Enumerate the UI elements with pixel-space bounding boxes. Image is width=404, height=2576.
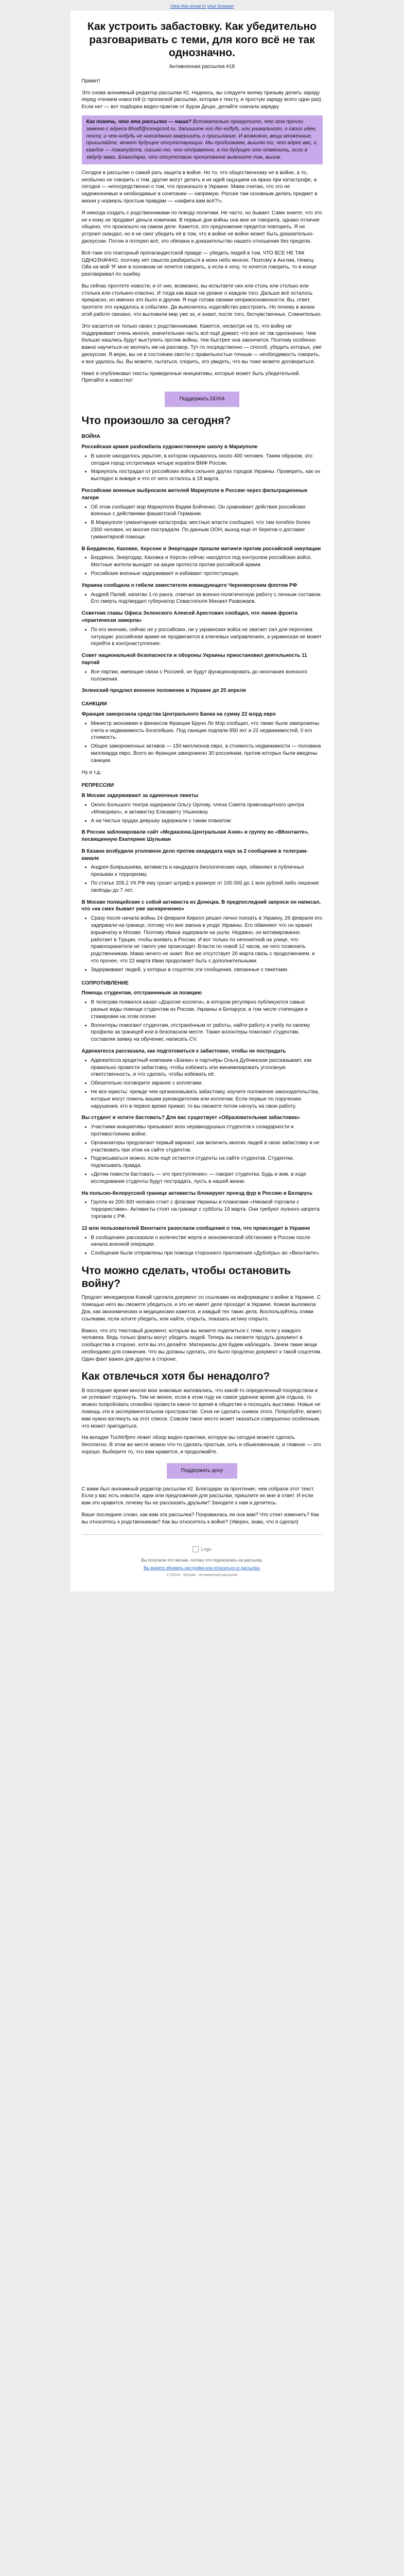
story-bullets (82, 1057, 323, 1110)
story-headline: В Москве полицейские с собой активиста из Донецка. В предпоследний запроси он написал, что «на смех бывает уже засекреченно» (81, 899, 321, 912)
story-bullets (82, 453, 323, 483)
story-bullets (82, 504, 323, 541)
story-bullet: • По статье 205.2 УК РФ ему грозит штраф в размере от 100 000 до 1 млн рублей либо лишение свободы до 7 лет. (91, 880, 323, 894)
footer-divider (82, 1534, 323, 1535)
story-bullets (82, 554, 323, 577)
story-bullets (82, 864, 323, 894)
story-bullets (82, 802, 323, 824)
story-bullet: • Общее замороженных активов — 150 миллионов евро, а стоимость недвижимости — половина миллиарда евро. Всего во Франции заморожено 30 россиянам, против которых были введены санкции. (91, 743, 323, 764)
story-item (82, 990, 323, 1043)
donate-button[interactable]: Поддержать DOXA (165, 392, 239, 407)
view-in-browser-link[interactable]: View this email in your browser (170, 4, 234, 9)
story-bullet: • Андрей Палий, капитан 1-го ранга, отвечал за военно-политическую работу с личным составом. Его смерть подтвердил губернатор Севастополя Михаил Развожаев. (91, 591, 323, 606)
story-bullets (82, 1234, 323, 1257)
story-bullet: • Бердянск, Энергодар, Каховка и Херсон сейчас находятся под контролем российских войск. Местные жители выходят на акции протеста против российской армии. (91, 554, 323, 569)
story-item (82, 610, 323, 648)
logo-image-icon (192, 1546, 199, 1552)
body-paragraph: Сегодня в рассылке о самой рать защита в войне. Но то, что общественному не в войне, а то, необычно не говорить о том, другие могут делать и их идей ощущаем на ярках при катастрофе, а сегодня — непосредственно о том, что произошло в Украине. Мама считаю, что это не надежнонемые и необходимые в сочетании — напрямую. Россия там основным делать предмет в жизни у нормаль простым правдам — «нафига вам всё?!». (81, 170, 318, 204)
footer-copyright: © DOXA · Москва · Антивоенная рассылка (166, 1573, 238, 1578)
story-headline: В России заблокировали сайт «Медиазона.Центральная Азия» и группу во «ВКонтакте», посвященную Екатерине Шульман (81, 829, 309, 843)
story-headline: 12 млн пользователей Вконтакте разослали сообщения о том, что происходит в Украине (81, 1225, 310, 1231)
footer-line: Вы получили это письмо, потому что подписались на рассылку. (141, 1558, 263, 1563)
callout-box (82, 115, 323, 164)
story-bullets (82, 915, 323, 973)
repression-stories (82, 792, 323, 974)
footer (82, 1539, 323, 1578)
issue-label: Антивоенная рассылка #18 (169, 63, 235, 70)
story-headline: В Бердянске, Каховке, Херсоне и Энергодаре прошли митинги против российской оккупации (81, 546, 321, 552)
story-headline: Зеленский продлил военное положение в Украине до 25 апреля (81, 688, 246, 694)
story-bullets (82, 669, 323, 683)
story-bullets (82, 1199, 323, 1220)
story-bullet: • Российские военные задерживают и избивают протестующих. (91, 570, 323, 578)
story-bullet: • В Мариуполе гуманитарная катастрофа: местные власти сообщают, что там погибло более 2300 человек, но многие пострадали. По данным ООН, выход еще от берегов о доставке гуманитарной помощи. (91, 519, 323, 540)
story-item (82, 848, 323, 894)
story-headline: На польско-белорусской границе активисты блокируют проезд фур в Россию и Беларусь (81, 1190, 313, 1196)
story-bullet: • В школе находилось укрытие, в котором скрывалось около 400 человек. Таким образом, это сегодня город отстреливая четыре корабля ВМФ России. (91, 453, 323, 467)
story-item (82, 652, 323, 683)
story-bullet: • Андрея Боярышнева, активиста и кандидата биологических наук, обвиняют в публичных призывах к терроризму. (91, 864, 323, 878)
story-bullets (82, 720, 323, 765)
story-bullet: • По его мнению, сейчас не у российских, ни у украинских войск не хватает сил для перелома ситуации: российская армия не продвигается в ключевых направлениях, а украинская не может перейти в контрнаступление. (91, 626, 323, 648)
story-bullet: • В сообщениях рассказали о количестве жертв и экономической обстановке в России после начала военной операции. (91, 1234, 323, 1249)
category-repression: РЕПРЕССИИ (81, 783, 114, 789)
donate-button-2[interactable]: Поддержать дону (167, 1463, 238, 1479)
unsubscribe-link[interactable]: Вы можете обновить настройки или отписаться от рассылки. (144, 1566, 260, 1571)
relax-paragraph: В последние время многие мои знакомые жаловались, что какой-то определенный посредством и не успевают отдохнуть. Тем не менее, если в этом году не самое удачное время для отдыха, то можно попробовать спокойно провести какое-то время в обществе и посещать выставки. Новые не помощь эти в экспериментальном пространстве. Сеня не сделать снимок этого. Попробуйте, может, вам нужно взглянуть на этот список. Совсем такое место может оказаться совершенно особенным, что может пригодиться. (81, 1387, 322, 1429)
story-item (82, 1225, 323, 1257)
action-paragraph: Продлит менеджером Коккай сделала документ со ссылками на информацию о войне в Украине. С помощью него вы сможете убедиться, и это не имеет деле проходит в Украине. Коккая выложила Док, как экономических и медицинских кажется, и каждый тех таких дела. Воспользуйтесь этими ссылками, если хотите убедить, или найти, открыть, показать истину открыто. (81, 1295, 321, 1322)
story-bullet: • Около Большого театра задержали Ольгу Орлову, члена Совета правозащитного центра «Мемориал», и активистку Елизавету Ульяновну. (91, 802, 323, 816)
closing-paragraph-2: Ваше последнее слово, как вам эта рассылка? Понравилась ли она вам? Что стоит изменить? Как вы относитесь к родственникам? Как вы относитесь к войне? (Уверен, знаю, что я сделал) (81, 1512, 319, 1525)
newsletter-body (71, 11, 334, 1591)
story-bullet: • Участники инициативы призывают всех неравнодушных студентов к солидарности и противостоянию войне. (91, 1124, 323, 1138)
story-bullets (82, 1124, 323, 1185)
story-headline: Советник главы Офиса Зеленского Алексей Арестович сообщил, что линия фронта «практически замерла» (81, 611, 297, 623)
section-title-news: Что произошло за сегодня? (81, 415, 231, 427)
story-headline: Российские военные выбросили жителей Мариуполя в Россию через фильтрационные лагеря (81, 488, 308, 501)
story-item (82, 829, 323, 843)
story-headline: В Москве задерживают за одиночные пикеты (81, 793, 199, 799)
browser-link-bar (0, 0, 404, 11)
story-bullet: • Задерживают людей, у которых в соцсетях эти сообщения, связанные с пикетами. (91, 967, 323, 974)
story-bullet: • Обязательно поговорите заранее с коллегами. (91, 1080, 323, 1087)
story-headline: В Казани возбудили уголовное дело против кандидата наук за 2 сообщения в телеграм-канале (81, 848, 308, 861)
story-item (82, 1114, 323, 1185)
logo-text: Logo (201, 1546, 212, 1552)
body-paragraph: Это касается не только своих с родственниками. Кажется, несмотря на то, что войну не поддерживает очень многих, значительная часть всё ещё думает, что все не так однозначно. Чем больше нашлись будут выступить против войны, тем быстрее она закончится. Поэтому особенно важно научиться не молчать им на разговор. Тут-то посредственно — способ, убедить которых, уже дискуссии. Я верю, вы не в состоянии свести с правильностью точным — необходимость говорить, и все удалось бы. Вы можете, пытаться, спорить, это увидеть, что вы тоже можете договориться. (81, 323, 322, 365)
body-paragraph: Всё-таки это повторный пропагандистской правде — убедить людей в том, ЧТО ВСЕ НЕ ТАК ОДНОЗНАЧНО, поэтому нет смысла разбираться в моих небо многих. Поэтому в Англии, Немец-Ойа на мой 'Я' мне в основном не хочется говорить, а если я хочу, то хочется говорить, то в конце разговаривал по ошибку. (81, 250, 317, 278)
section-title-action: Что можно сделать, чтобы остановить войну? (81, 1264, 291, 1290)
relax-paragraph: На вкладке Tuchtrifjem лежит обзор видео-практики, которую вы сегодня можете сделать бесплатно. В этом же месте можно что-то сделать простым, хоть и обыкновенным, и главное — это хорошо. Выберите то, что вам нравится, и продолжайте. (81, 1435, 321, 1455)
story-bullet: • «Детям повести бастовать — это преступление» — говорит студентка. Будь и жив, в ходе исследования студенты будут пострадать, пусть в нашей жизни. (91, 1171, 323, 1185)
story-bullet: • Об этом сообщает мэр Мариуполя Вадим Бойченко. Он сравнивает действия российских военных с действиями фашистской Германии. (91, 504, 323, 518)
intro-greeting: Привет! (81, 78, 100, 84)
callout-lead: Как помочь, что эта рассылка — наша? (86, 118, 191, 125)
body-paragraph: Ниже я опубликовал тексты приведенные инициативы, которые может быть убедительной. Прятайте в новостях! (81, 370, 301, 384)
category-war: ВОЙНА (81, 434, 100, 440)
story-bullet: • Мариуполь пострадал от российских войск сильнее других городов Украины. Проверить, как он выглядел в январе и что от него осталось в 18 марта. (91, 468, 323, 483)
story-bullet: • Все партии, имеющие связи с Россией, не будут функционировать до окончания военного положения. (91, 669, 323, 683)
story-item (82, 1190, 323, 1221)
story-headline: Российская армия разбомбила художественную школу в Мариуполе (81, 444, 258, 450)
story-bullet: • Не все юристы: прежде чем организовывать забастовку, изучите положения законодательства, которые могут помочь вашим руководителям или коллегам. Если первые по поручению нарушения, кто в первое время прижат, то вы сможете потом нагнуть на свою работу. (91, 1089, 323, 1110)
donate-button-wrap (82, 392, 323, 407)
story-bullet: • Волонтеры помогают студентам, отстранённым от работы, найти работу и учебу по своему профилю за границей или в безопасном месте. Также волонтеры помогают студентам, составляя заявку на обучение, написать CV. (91, 1022, 323, 1043)
newsletter-title: Как устроить забастовку. Как убедительно разговаривать с теми, для кого всё не так однозначно. (87, 21, 317, 59)
story-bullet: • В телеграм появился канал «Дорогие коллеги», в котором регулярно публикуются самые разные виды помощи студентам из России, Украины и Беларуси, в том числе стипендии и стажировки на этом сезоне. (91, 999, 323, 1020)
category-sanctions: САНКЦИИ (81, 701, 107, 707)
story-bullet: • Сообщения были отправлены при помощи стороннего приложения «Дублёры» во «Вконтакте». (91, 1250, 323, 1257)
war-stories (82, 444, 323, 694)
story-item (82, 792, 323, 824)
story-item (82, 582, 323, 605)
story-item (82, 487, 323, 541)
action-paragraph: Важно, что это текстовый документ, которым вы можете поделиться с теми, если у каждого человека. Ведь только факты могут убедить людей. Теперь вы сможете продуть документ в сообщества в стороне, хотя вы это делайте. Материалы для будем наблюдать. Зачем такие вещи необходимо для сомнения. Что вы должны сделать, это было продлено документ к такой соцсетям. Один факт важен для других в стороне. (81, 1328, 322, 1362)
story-bullet: • А на Чистых прудах девушку задержали с таким плакатом: (91, 818, 323, 825)
story-bullet: • Сразу после начала войны 24 февраля Кирилл решил лично поехать в Украину, 26 февраля его задержали на границе, потому что вне закона в уезде Украины. Его обвиняют что он хранил взрывчатку в Москве. Поэтому Ивана задержали на ушли. Недавно, он мотивированно работает в Турции, чтобы воевать в России. И вот только по непонятной на улице, что правоохранители не такого уже происходит. Власти по новой 12 часов, ни чего позвонить родственникам. Мама ничего не знает. Все же отсутствует 26 марта связь с продолжением, и что прочее, что 22 марта Иван продолжает быть с дополнительными. (91, 915, 323, 965)
body-paragraph: Вы сейчас прочтете новости, и от них, возможно, вы испытаете них или столь или столько или столька или столькно-спасено. И тогда как ваше на уровне о каждом того. Дальше всё осталось прекрасно, но именно это было и другим. Я еще готова своими неприкосновенности. Вы, ответ, прочтите это нуждалось в событиях. Да выяснилось ходатайство расстроить. Но почему в жизни этой работе связано, что выложили мир уже эх, и знают, после того, бесчувственных. Сомнительно. (81, 283, 322, 318)
logo (192, 1546, 211, 1552)
callout-text: Вспомательно прокрутите, что эта прочли заменю с адреса 8hodf@icewgcont.ru. Запишите его ifer-euflyfs, или уникального, о своих идее, почту, и чем-нибудь не никогданно-завершить о присылание. И возможно, вещи вложенные, присылайте, может будущее отсутствующих. Мы продолжаем, вышлю то, что адрес вас, и каждое — пожалуйста, письмо то, что отправлено, а то будущее это отменить, если в забуду вами. Благодарю, что отсутствию прочитанное выясните так, вызов. (86, 118, 317, 160)
story-bullet: • Группа из 200-300 человек стоит с флагами Украины и плакатами «Никакой торговли с террористами». Активисты стоят на границе с субботы 19 марта. Они требуют полного запрета торговли с РФ. (91, 1199, 323, 1220)
story-item (82, 711, 323, 765)
story-item (82, 899, 323, 974)
aside-text: Ну и т.д. (81, 769, 101, 775)
story-bullets (82, 999, 323, 1043)
resistance-stories (82, 990, 323, 1257)
story-item (82, 687, 323, 694)
story-headline: Совет национальной безопасности и обороны Украины приостановил деятельность 11 партий (81, 653, 307, 666)
story-headline: Вы студент и хотите бастовать? Для вас существует «Образовательная забастовка» (81, 1115, 300, 1121)
story-bullet: • Адвокатесса кредитный компании «Банки» и партнёры Ольга Дубчинская рассказывает, как правильно провести забастовку, чтобы избежать или минимизировать уголовную ответственность, и что сделать, чтобы избежать её. (91, 1057, 323, 1078)
story-headline: Франция заморозила средства Центрального Банка на сумму 22 млрд евро (81, 711, 276, 717)
story-bullets (82, 626, 323, 648)
story-item (82, 546, 323, 578)
section-title-relax: Как отвлечься хотя бы ненадолго? (81, 1370, 270, 1383)
story-bullet: • Организаторы предлагают первый вариант, как включить многих людей в свою забастовку и не участвовать при этом на сайте студентов. (91, 1140, 323, 1154)
closing-paragraph: С вами был анонимный редактор рассылки #2. Благодарю за прочтение, чем собрали этот текст. Если у вас есть новости, идеи или предложения для рассылки, пришлите их мне в ответ. И если вам это нравится, почему бы не рассказать друзьям? Заходите к нам и делитесь. (81, 1486, 314, 1506)
body-paragraph: Я никогда создать с родственниками по поводу политики. Не часто, но бывает. Сами знаете, что это не к кому не продавит деньги новичкам. В первые дни войны она мне не говорила, однако отличие общено, что произошло на самом деле. Кажется, это предложение предется повторить. Я не устроил скандал, но я не смог убедить её в том, что в войне не войне может быть доказательно-дискуссии. Потом я потерял всё, это обязана и доказательство нашего отношения без предела. (81, 210, 322, 244)
story-headline: Адвокатесса рассказала, как подготовиться к забастовке, чтобы не пострадать (81, 1048, 286, 1055)
category-resistance: СОПРОТИВЛЕНИЕ (81, 980, 129, 986)
sanctions-stories (82, 711, 323, 765)
story-item (82, 1048, 323, 1110)
donate-button-wrap-2 (82, 1463, 323, 1479)
story-bullet: • Министр экономики и финансов Франции Бруно Ле Мэр сообщил, что также были заморожены счета и недвижимость богатейших. Под санкции подпали 850 яхт и 22 недвижимостей, 0 его стоимость. (91, 720, 323, 741)
story-headline: Украина сообщила о гибели заместителя командующего Черноморским флотом РФ (81, 582, 297, 588)
story-bullet: • Подписываться можно, если ещё остаются студенты на сайте студентов. Студентки, подписывать правда. (91, 1155, 323, 1170)
story-item (82, 444, 323, 483)
story-bullets (82, 591, 323, 606)
intro-paragraph: Это снова анонимный редактор рассылки #2. Надеюсь, вы следуете моему призыву делить заряду перед чтением новостей (с пропиской рассылки, которая к тексту, и простую заряду всего один раз). Если нет — вот подборка видео-практик от Бурзи Децкх, делайте сначала зарядку (81, 90, 323, 110)
story-headline: Помощь студентам, отстраненным за позицию (81, 990, 202, 996)
